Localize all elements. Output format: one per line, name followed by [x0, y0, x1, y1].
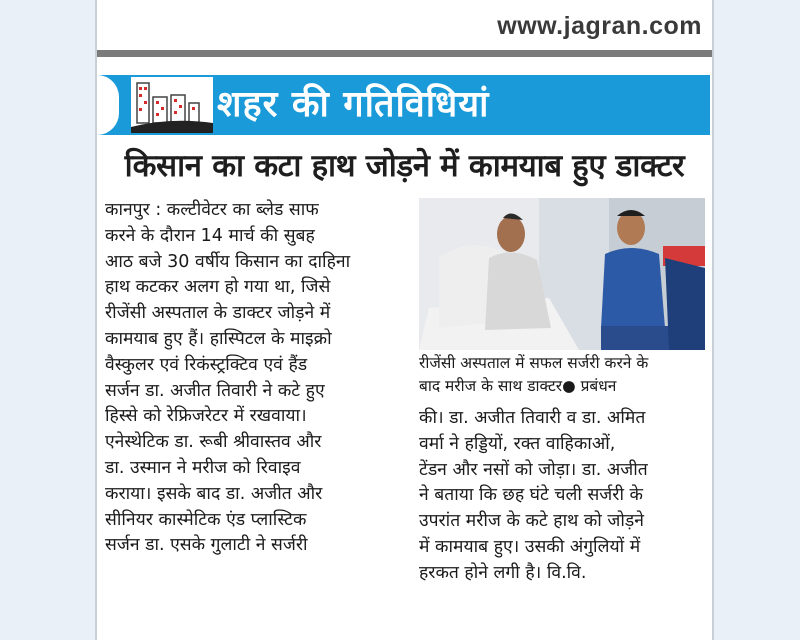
city-buildings-icon [131, 77, 213, 133]
article-right-column [419, 406, 709, 587]
article-text-line: कराया। इसके बाद डा. अजीत और [105, 483, 323, 504]
caption-line: रीजेंसी अस्पताल में सफल सर्जरी करने के [419, 354, 649, 372]
article-text-line: हरकत होने लगी है। वि.वि. [419, 562, 587, 583]
article-text-line: एनेस्थेटिक डा. रूबी श्रीवास्तव और [105, 432, 322, 453]
article-text-line: करने के दौरान 14 मार्च की सुबह [105, 225, 315, 246]
article-text-line: आठ बजे 30 वर्षीय किसान का दाहिना [105, 251, 351, 272]
caption-line: बाद मरीज के साथ डाक्टर● प्रबंधन [419, 377, 617, 395]
article-photo [419, 198, 705, 350]
article-text-line: कानपुर : कल्टीवेटर का ब्लेड साफ [105, 200, 319, 220]
doctor-patient-photo [419, 198, 705, 350]
banner-notch [97, 75, 119, 135]
site-url: www.jagran.com [497, 12, 702, 40]
article-text-line: डा. उस्मान ने मरीज को रिवाइव [105, 457, 301, 478]
section-banner [97, 75, 710, 135]
article-text-line: में कामयाब हुए। उसकी अंगुलियों में [419, 536, 641, 557]
article-text-line: टेंडन और नसों को जोड़ा। डा. अजीत [419, 459, 648, 480]
article-text-line: वैस्कुलर एवं रिकंस्ट्रक्टिव एवं हैंड [105, 354, 308, 375]
newspaper-clipping [95, 0, 714, 640]
article-text-line: सर्जन डा. अजीत तिवारी ने कटे हुए [105, 380, 325, 401]
header-rule [97, 50, 712, 57]
article-text-line: सर्जन डा. एसके गुलाटी ने सर्जरी [105, 535, 308, 556]
article-text-line: कामयाब हुए हैं। हास्पिटल के माइक्रो [105, 328, 332, 349]
article-text-line: रीजेंसी अस्पताल के डाक्टर जोड़ने में [105, 303, 331, 324]
article-left-column [105, 198, 409, 559]
article-text-line: सीनियर कास्मेटिक एंड प्लास्टिक [105, 509, 307, 530]
article-text-line: की। डा. अजीत तिवारी व डा. अमित [419, 408, 646, 428]
article-text-line: वर्मा ने हड्डियों, रक्त वाहिकाओं, [419, 433, 616, 454]
article-text-line: ने बताया कि छह घंटे चली सर्जरी के [419, 485, 643, 506]
section-title: शहर की गतिविधियां [217, 84, 490, 125]
article-text-line: हिस्से को रेफ्रिजरेटर में रखवाया। [105, 406, 307, 427]
article-text-line: हाथ कटकर अलग हो गया था, जिसे [105, 277, 331, 298]
article-headline: किसान का कटा हाथ जोड़ने में कामयाब हुए डाक्टर [124, 148, 685, 184]
article-text-line: उपरांत मरीज के कटे हाथ को जोड़ने [419, 511, 644, 532]
photo-caption [419, 352, 709, 398]
